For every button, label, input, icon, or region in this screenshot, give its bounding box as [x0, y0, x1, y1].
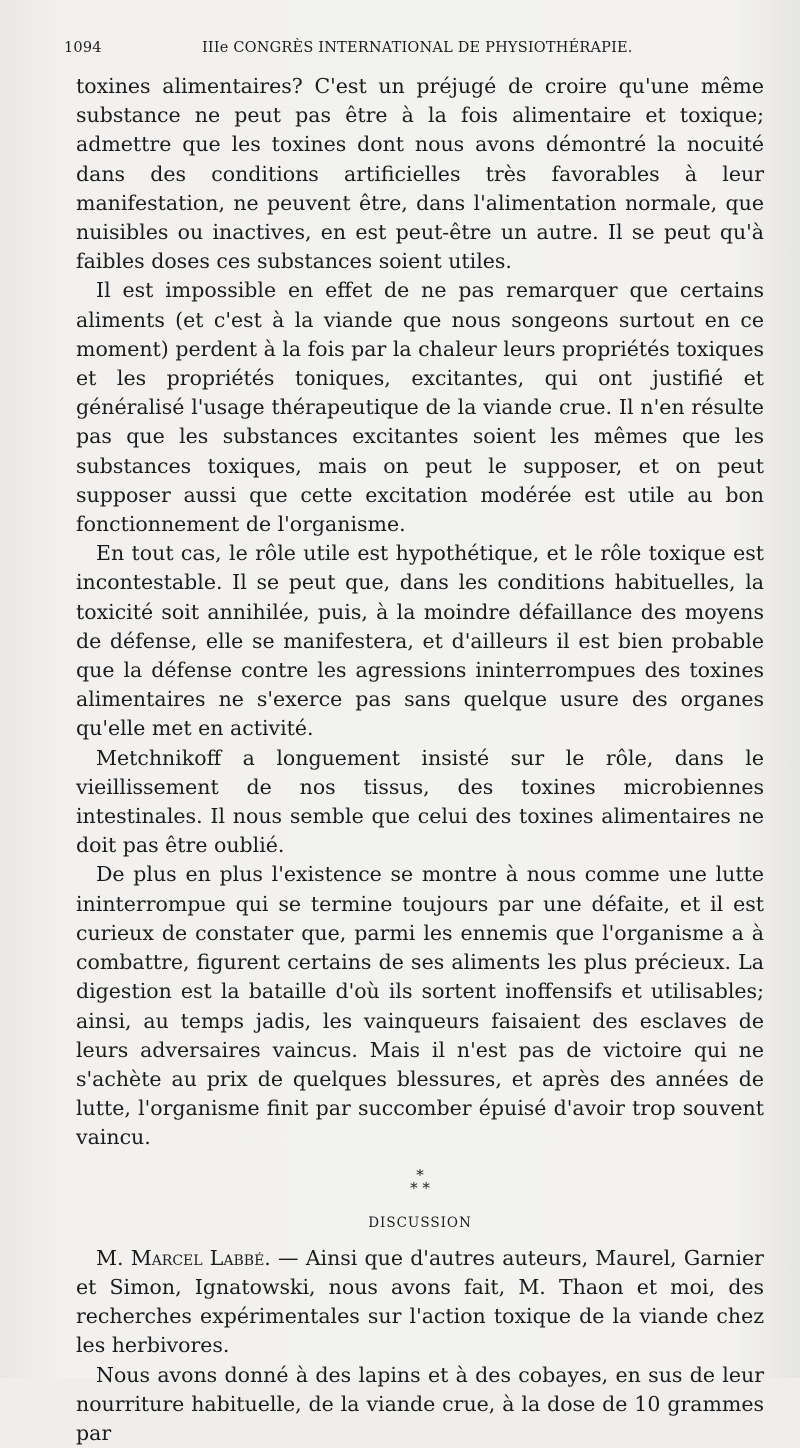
paragraph: Metchnikoff a longuement insisté sur le rôle, dans le vieillissement de nos tissus, des toxines microbiennes intestinales. Il nous semble que celui des toxines alimentaires ne doit pas être oublié. [76, 745, 764, 858]
discussion-dash: — [270, 1245, 306, 1270]
separator-top-star: * [416, 1165, 424, 1184]
running-header [64, 40, 764, 64]
paragraph: En tout cas, le rôle utile est hypothétique, et le rôle toxique est incontestable. Il se peut que, dans les conditions habituelles, la toxicité soit annihilée, puis, à la moindre défaillance des moyens de défense, elle se manifestera, et d'ailleurs il est bien probable que la défense contre les agressions ininterrompues des toxines alimentaires ne s'exerce pas sans quelque usure des organes qu'elle met en activité. [76, 541, 764, 741]
page-number: 1094 [64, 40, 102, 56]
body-text [76, 72, 764, 1448]
discussion-text: Ainsi que d'autres auteurs, Maurel, Garnier et Simon, Ignatowski, nous avons fait, M. Thaon et moi, des recherches expérimentales sur l'action toxique de la viande chez les herbivores. [76, 1245, 764, 1358]
running-title: IIIe CONGRÈS INTERNATIONAL DE PHYSIOTHÉRAPIE. [202, 40, 633, 56]
paragraph: Il est impossible en effet de ne pas remarquer que certains aliments (et c'est à la viande que nous songeons surtout en ce moment) perdent à la fois par la chaleur leurs propriétés toxiques et les propriétés toniques, excitantes, qui ont justifié et généralisé l'usage thérapeutique de la viande crue. Il n'en résulte pas que les substances excitantes soient les mêmes que les substances toxiques, mais on peut le supposer, et on peut supposer aussi que cette excitation modérée est utile au bon fonctionnement de l'organisme. [76, 278, 764, 537]
discussion-paragraph [76, 1244, 764, 1361]
discussion-speaker: M. Marcel Labbé. [96, 1245, 271, 1270]
section-separator [76, 1165, 764, 1197]
discussion-heading: DISCUSSION [368, 1214, 472, 1231]
discussion-paragraph: Nous avons donné à des lapins et à des cobayes, en sus de leur nourriture habituelle, de la viande crue, à la dose de 10 grammes par [76, 1362, 764, 1445]
paragraph-continued: toxines alimentaires? C'est un préjugé de croire qu'une même substance ne peut pas être à la fois alimentaire et toxique; admettre que les toxines dont nous avons démontré la nocuité dans des conditions artificielles très favorables à leur manifestation, ne peuvent être, dans l'alimentation normale, que nuisibles ou inactives, en est peut-être un autre. Il se peut qu'à faibles doses ces substances soient utiles. [76, 74, 764, 274]
paragraph: De plus en plus l'existence se montre à nous comme une lutte ininterrompue qui se termine toujours par une défaite, et il est curieux de constater que, parmi les ennemis que l'organisme a à combattre, figurent certains de ses aliments les plus précieux. La digestion est la bataille d'où ils sortent inoffensifs et utilisables; ainsi, au temps jadis, les vainqueurs faisaient des esclaves de leurs adversaires vaincus. Mais il n'est pas de victoire qui ne s'achète au prix de quelques blessures, et après des années de lutte, l'organisme finit par succomber épuisé d'avoir trop souvent vaincu. [76, 862, 764, 1150]
separator-bottom-stars: * * [410, 1178, 430, 1197]
